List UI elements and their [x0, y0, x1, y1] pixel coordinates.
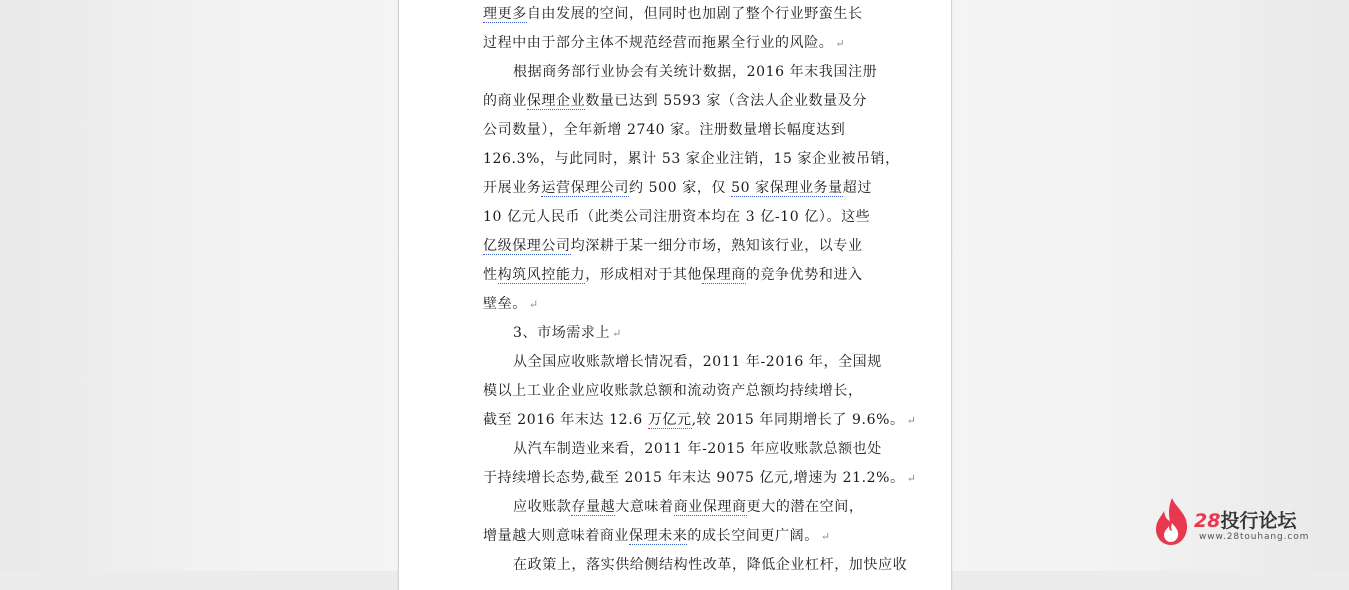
spellcheck-underline[interactable]: 运营保理公司 [541, 180, 630, 196]
text-line [483, 0, 892, 2]
document-page[interactable] [398, 0, 952, 590]
text-line: 理更多自由发展的空间，但同时也加剧了整个行业野蛮生长 [483, 6, 863, 22]
paragraph-mark: ↵ [835, 37, 846, 50]
spellcheck-underline[interactable]: 存量越 [571, 499, 616, 515]
paragraph-first-line: 根据商务部行业协会有关统计数据，2016 年末我国注册 [513, 64, 878, 80]
spellcheck-underline[interactable]: 商业保理商 [673, 499, 747, 515]
text-line: 开展业务运营保理公司约 500 家，仅 50 家保理业务量超过 [483, 180, 872, 196]
paragraph-mark: ↵ [528, 298, 539, 311]
paragraph-first-line: 应收账款存量越大意味着商业保理商更大的潜在空间， [513, 499, 864, 515]
spellcheck-underline[interactable]: 保理商 [702, 267, 746, 283]
text-line: 公司数量），全年新增 2740 家。注册数量增长幅度达到 [483, 122, 846, 138]
paragraph-first-line: 在政策上，落实供给侧结构性改革，降低企业杠杆，加快应收 [513, 557, 908, 573]
text-line: 126.3%，与此同时，累计 53 家企业注销，15 家企业被吊销， [483, 151, 900, 167]
text-line: 模以上工业企业应收账款总额和流动资产总额均持续增长， [483, 383, 863, 399]
text-line: 过程中由于部分主体不规范经营而拖累全行业的风险。 ↵ [483, 35, 846, 51]
spellcheck-underline[interactable]: 构筑风控能力 [497, 267, 586, 283]
paragraph-mark: ↵ [906, 472, 917, 485]
spellcheck-underline[interactable]: 亿级保理公司 [483, 238, 571, 254]
section-heading: 3、市场需求上 ↵ [513, 325, 622, 341]
spellcheck-underline[interactable]: 理更多 [483, 6, 527, 22]
text-line: 增量越大则意味着商业保理未来的成长空间更广阔。 ↵ [483, 528, 831, 544]
spellcheck-underline[interactable]: 保理企业 [526, 93, 586, 109]
text-line: 于持续增长态势,截至 2015 年末达 9075 亿元,增速为 21.2%。 ↵ [483, 470, 917, 486]
spellcheck-underline[interactable]: 万亿元 [647, 412, 692, 428]
paragraph-mark: ↵ [820, 530, 831, 543]
text-line: 的商业保理企业数量已达到 5593 家（含法人企业数量及分 [483, 93, 867, 109]
paragraph-mark: ↵ [906, 414, 917, 427]
text-line: 性构筑风控能力，形成相对于其他保理商的竞争优势和进入 [483, 267, 863, 283]
flame-icon [1152, 496, 1192, 546]
spellcheck-underline[interactable]: 50 家保理业务量 [731, 180, 843, 196]
watermark-logo [1152, 496, 1332, 548]
text-line: 10 亿元人民币（此类公司注册资本均在 3 亿-10 亿）。这些 [483, 209, 871, 225]
spellcheck-underline[interactable]: 保理未来 [629, 528, 688, 544]
paragraph-mark: ↵ [612, 327, 622, 340]
watermark-title: 28投行论坛 [1194, 510, 1297, 532]
text-line: 壁垒。 ↵ [483, 296, 539, 312]
paragraph-first-line: 从全国应收账款增长情况看，2011 年-2016 年，全国规 [513, 354, 882, 370]
text-line: 亿级保理公司均深耕于某一细分市场，熟知该行业，以专业 [483, 238, 863, 254]
paragraph-first-line: 从汽车制造业来看，2011 年-2015 年应收账款总额也处 [513, 441, 882, 457]
text-line: 截至 2016 年末达 12.6 万亿元,较 2015 年同期增长了 9.6%。 ↵ [483, 412, 917, 428]
watermark-url: www.28touhang.com [1199, 532, 1310, 542]
